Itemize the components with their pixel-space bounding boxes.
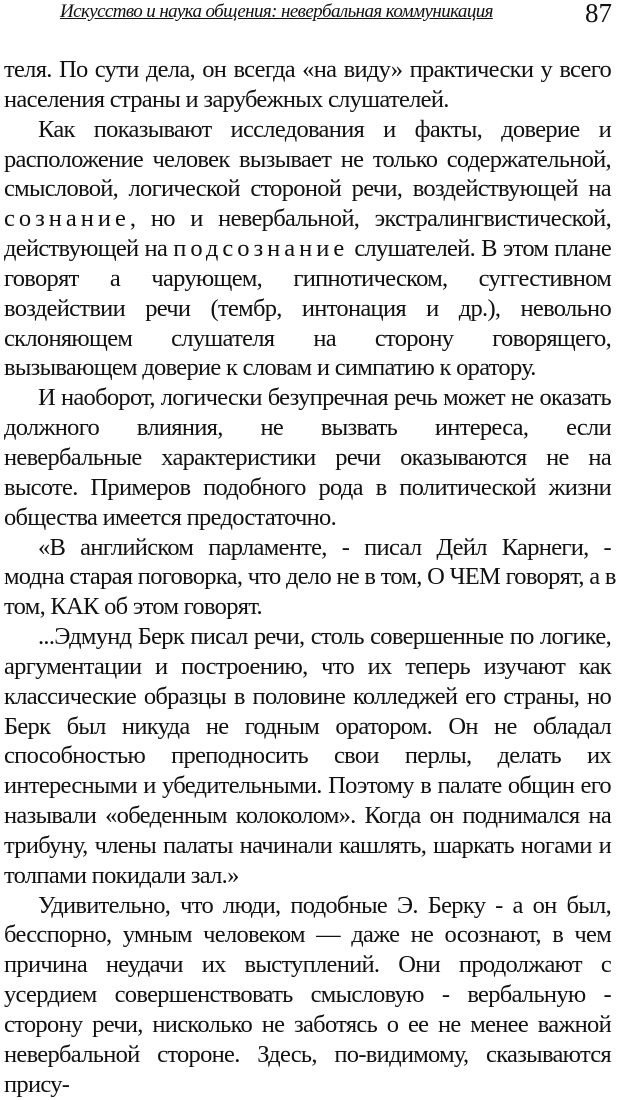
- text-line: воздействии речи (тембр, интонация и др.), невольно: [4, 294, 611, 322]
- text-line: причина неудачи их выступлений. Они продолжают с: [4, 951, 611, 979]
- text-line: прису-: [4, 1070, 70, 1098]
- text-line: классические образцы в половине колледжей его страны, но: [4, 682, 611, 710]
- text-line: невербальной стороне. Здесь, по-видимому, сказываются: [4, 1040, 611, 1068]
- text-line: населения страны и зарубежных слушателей.: [4, 85, 449, 113]
- page-number: 87: [585, 0, 612, 28]
- text-line: бесспорно, умным человеком — даже не осознают, в чем: [4, 921, 611, 949]
- text-line: говорят а чарующем, гипнотическом, суггестивном: [4, 264, 611, 292]
- text-line: толпами покидали зал.»: [4, 861, 239, 889]
- text-line: сторону речи, нисколько не заботясь о ее не менее важной: [4, 1011, 611, 1038]
- running-title: Искусство и наука общения: невербальная коммуникация: [60, 1, 493, 22]
- text-line: общества имеется предостаточно.: [4, 503, 336, 531]
- page-header: [0, 0, 620, 34]
- text-line: способностью преподносить свои перлы, делать их: [4, 742, 611, 770]
- emphasized-word: сознание: [4, 205, 130, 233]
- text-line: теля. По сути дела, он всегда «на виду» практически у всего: [4, 56, 611, 83]
- text-line: должного влияния, не вызвать интереса, если: [4, 414, 611, 442]
- text-line: вызывающем доверие к словам и симпатию к оратору.: [4, 354, 536, 382]
- text-line: высоте. Примеров подобного рода в политической жизни: [4, 473, 611, 501]
- text-segment: , но и невербальной, экстралингвистической,: [129, 205, 611, 233]
- text-line: Как показывают исследования и факты, доверие и: [38, 115, 611, 143]
- text-line: невербальные характеристики речи оказываются не на: [4, 443, 611, 471]
- emphasized-word: подсознание: [173, 235, 349, 263]
- text-line: «В английском парламенте, - писал Дейл Карнеги, -: [38, 533, 611, 561]
- text-line: Берк был никуда не годным оратором. Он не обладал: [4, 712, 611, 740]
- text-segment: действующей на: [4, 235, 174, 263]
- text-line: том, КАК об этом говорят.: [4, 593, 262, 621]
- text-line: И наоборот, логически безупречная речь может не оказать: [38, 384, 611, 412]
- text-line: Удивительно, что люди, подобные Э. Берку - а он был,: [38, 891, 611, 919]
- text-segment: слушателей. В этом плане: [348, 235, 611, 263]
- text-line: склоняющем слушателя на сторону говорящего,: [4, 324, 611, 352]
- text-line: [4, 204, 611, 234]
- text-line: интересными и убедительными. Поэтому в палате общин его: [4, 772, 611, 800]
- text-line: усердием совершенствовать смысловую - вербальную -: [4, 981, 611, 1009]
- text-line: [4, 234, 611, 264]
- text-line: смысловой, логической стороной речи, воздействующей на: [4, 175, 611, 203]
- text-line: трибуну, члены палаты начинали кашлять, шаркать ногами и: [4, 831, 611, 859]
- text-line: называли «обеденным колоколом». Когда он поднимался на: [4, 802, 611, 830]
- body-text: [4, 55, 616, 1100]
- text-line: расположение человек вызывает не только содержательной,: [4, 145, 611, 173]
- text-line: аргументации и построению, что их теперь изучают как: [4, 652, 611, 680]
- text-line: модна старая поговорка, что дело не в том, О ЧЕМ говорят, а в: [4, 563, 616, 591]
- text-line: ...Эдмунд Берк писал речи, столь совершенные по логике,: [38, 623, 611, 651]
